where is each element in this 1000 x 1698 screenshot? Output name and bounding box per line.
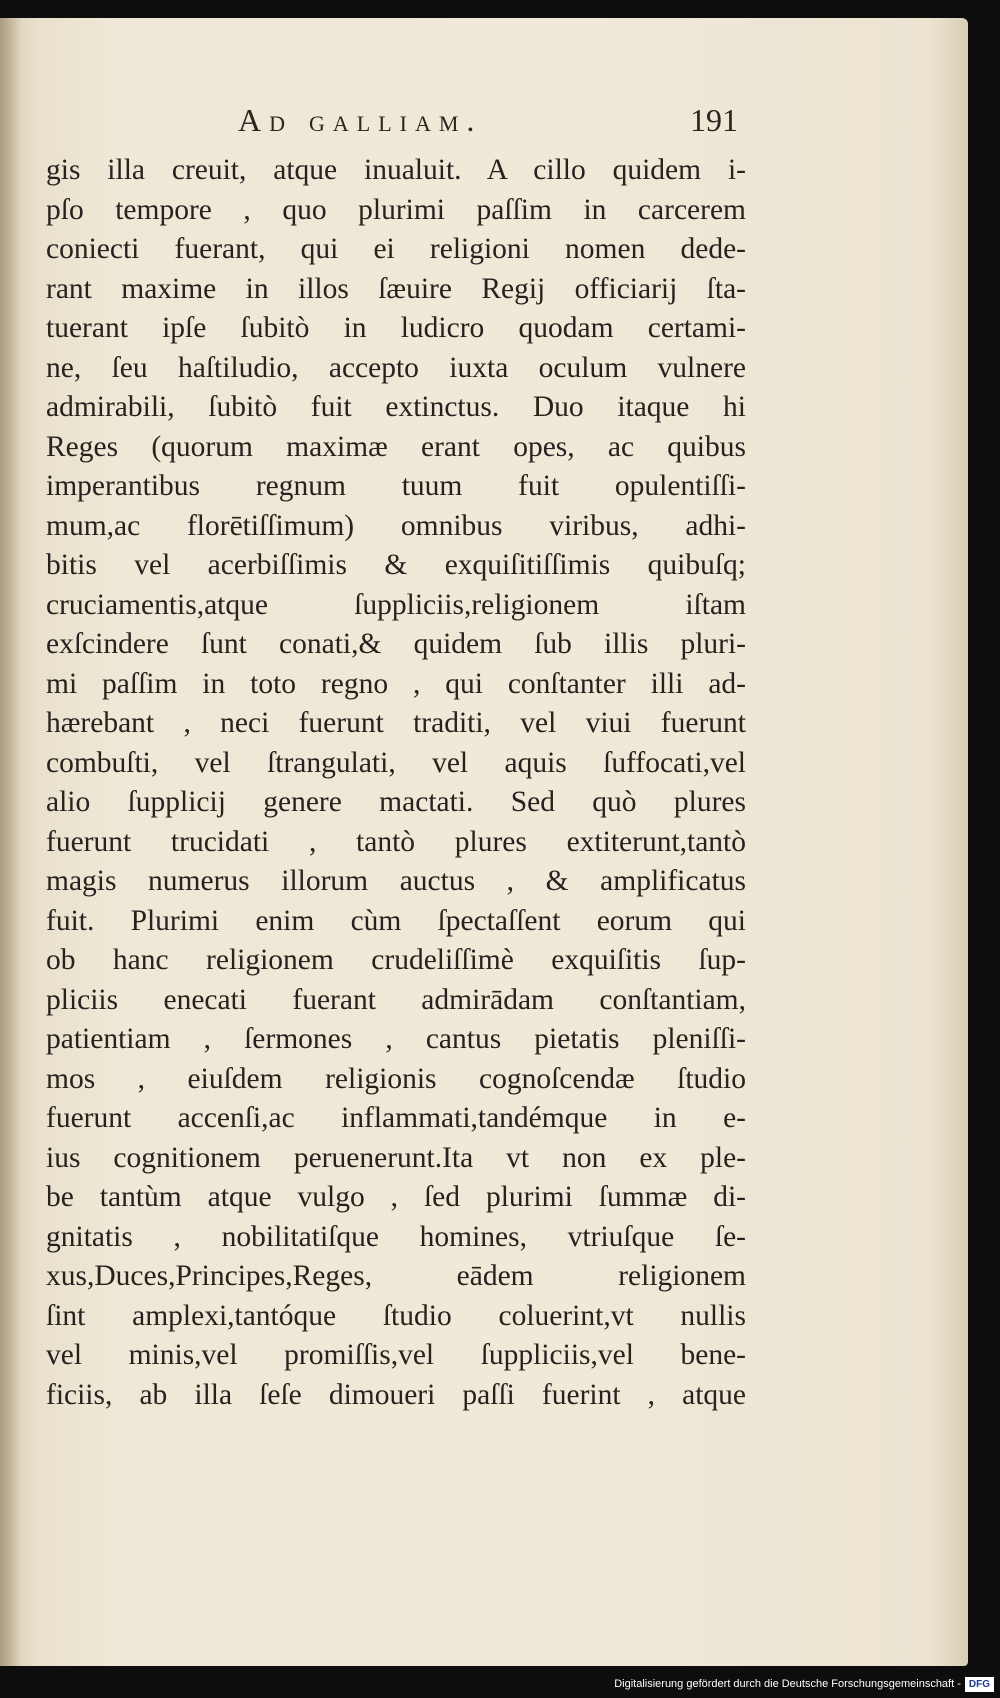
text-line: combuſti, vel ſtrangulati, vel aquis ſuffocati,vel — [46, 746, 746, 779]
text-line: mos , eiuſdem religionis cognoſcendæ ſtudio — [46, 1062, 746, 1095]
text-line: patientiam , ſermones , cantus pietatis pleniſſi- — [46, 1023, 746, 1055]
text-line: coniecti fuerant, qui ei religioni nomen dede- — [46, 233, 746, 265]
text-line: Reges (quorum maximæ erant opes, ac quibus — [46, 430, 746, 463]
text-line: mum,ac florētiſſimum) omnibus viribus, adhi- — [46, 509, 746, 542]
text-line: rant maxime in illos ſæuire Regij officiarij ſta- — [46, 272, 746, 305]
digitization-footer — [614, 1674, 994, 1694]
text-line: fuerunt trucidati , tantò plures extiterunt,tantò — [46, 825, 746, 858]
text-line: exſcindere ſunt conati,& quidem ſub illis pluri- — [46, 628, 746, 660]
text-line: bitis vel acerbiſſimis & exquiſitiſſimis quibuſq; — [46, 549, 746, 581]
text-line: ficiis, ab illa ſeſe dimoueri paſſi fuerint , atque — [46, 1378, 746, 1411]
text-line: pſo tempore , quo plurimi paſſim in carcerem — [46, 193, 746, 226]
text-line: tuerant ipſe ſubitò in ludicro quodam certami- — [46, 312, 746, 344]
running-head: Ad galliam. — [238, 102, 483, 138]
dfg-logo-icon: DFG — [965, 1677, 994, 1692]
text-line: gnitatis , nobilitatiſque homines, vtriuſque ſe- — [46, 1220, 746, 1253]
text-line: gis illa creuit, atque inualuit. A cillo quidem i- — [46, 154, 746, 186]
body-text — [46, 151, 746, 1415]
text-line: mi paſſim in toto regno , qui conſtanter illi ad- — [46, 667, 746, 700]
text-line: cruciamentis,atque ſuppliciis,religionem iſtam — [46, 588, 746, 621]
text-line: ne, ſeu haſtiludio, accepto iuxta oculum vulnere — [46, 351, 746, 384]
spine-shadow — [0, 18, 22, 1666]
footer-credit: Digitalisierung gefördert durch die Deutsche Forschungsgemeinschaft - — [614, 1678, 961, 1690]
text-line: pliciis enecati fuerant admirādam conſtantiam, — [46, 983, 746, 1016]
text-line: be tantùm atque vulgo , ſed plurimi ſummæ di- — [46, 1181, 746, 1213]
text-line: ius cognitionem peruenerunt.Ita vt non ex ple- — [46, 1141, 746, 1174]
page-number: 191 — [690, 102, 738, 138]
text-line: fuerunt accenſi,ac inflammati,tandémque in e- — [46, 1102, 746, 1134]
text-line: alio ſupplicij genere mactati. Sed quò plures — [46, 786, 746, 818]
page-header — [238, 102, 738, 146]
text-line: xus,Duces,Principes,Reges, eādem religionem — [46, 1260, 746, 1292]
text-line: ob hanc religionem crudeliſſimè exquiſitis ſup- — [46, 944, 746, 976]
text-line: imperantibus regnum tuum fuit opulentiſſi- — [46, 470, 746, 502]
text-line: ſint amplexi,tantóque ſtudio coluerint,vt nullis — [46, 1299, 746, 1332]
text-line: hærebant , neci fuerunt traditi, vel viui fuerunt — [46, 707, 746, 739]
text-line: magis numerus illorum auctus , & amplificatus — [46, 865, 746, 897]
text-line: vel minis,vel promiſſis,vel ſuppliciis,vel bene- — [46, 1339, 746, 1371]
text-line: fuit. Plurimi enim cùm ſpectaſſent eorum qui — [46, 904, 746, 937]
text-line: admirabili, ſubitò fuit extinctus. Duo itaque hi — [46, 391, 746, 423]
